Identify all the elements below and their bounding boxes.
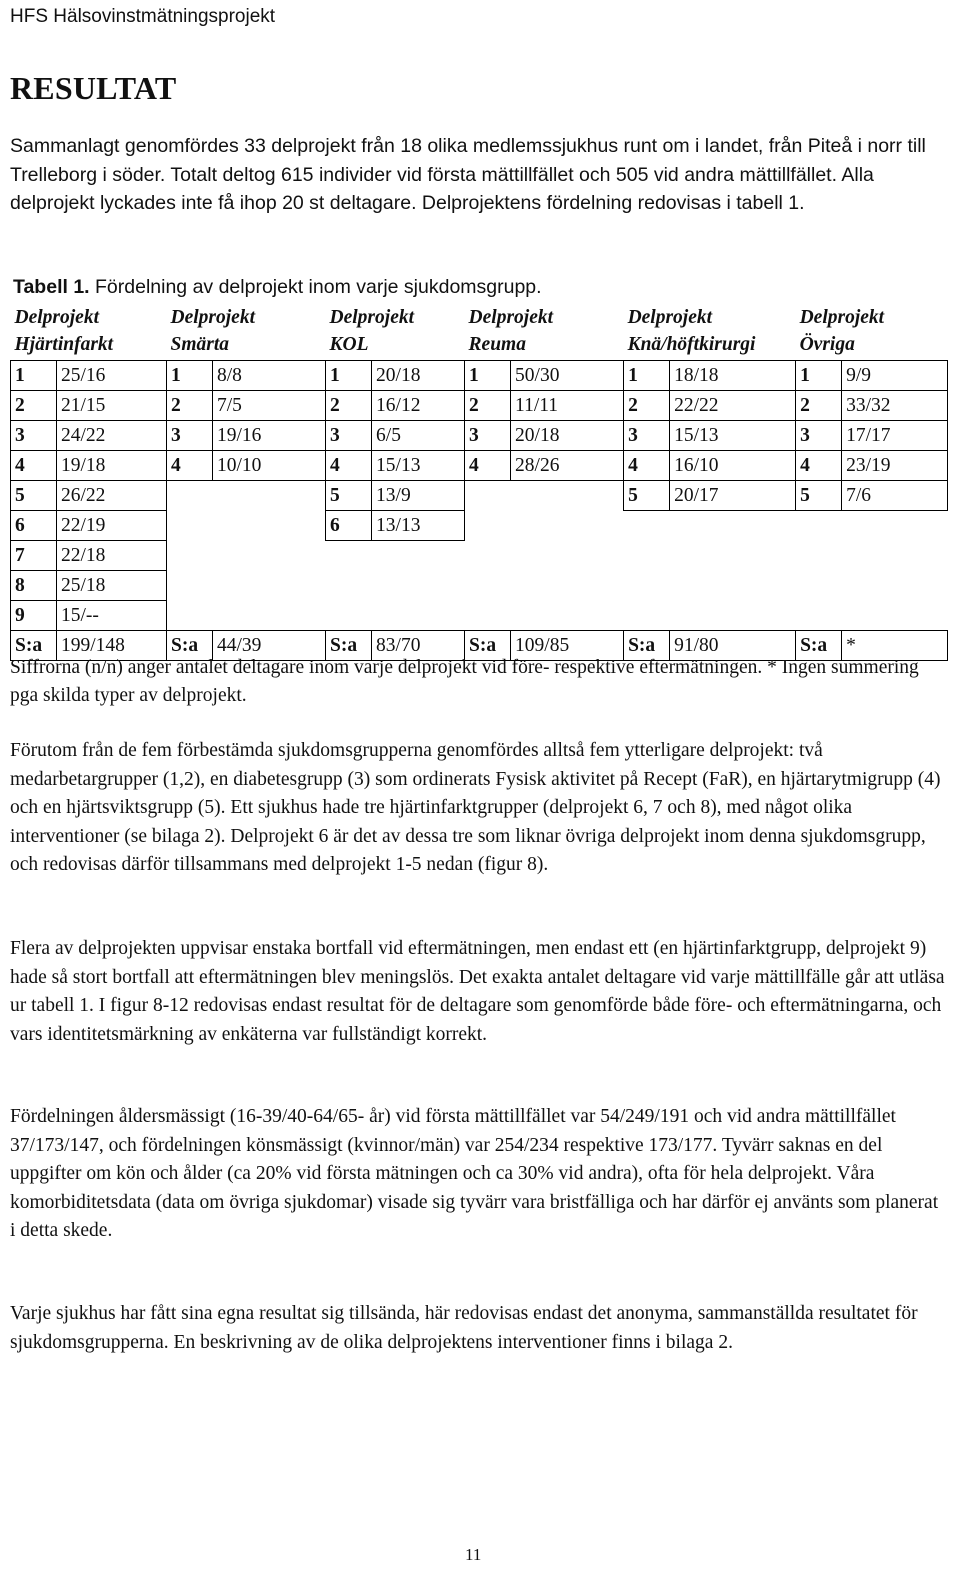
- table-cell-project-number: 3: [167, 421, 213, 451]
- table-cell-project-number: [167, 511, 213, 541]
- table-cell-participants: 10/10: [213, 451, 326, 481]
- table-cell-project-number: 6: [11, 511, 57, 541]
- table-cell-project-number: 1: [11, 361, 57, 391]
- table-cell-project-number: 3: [11, 421, 57, 451]
- table-cell-participants: 26/22: [57, 481, 167, 511]
- table-cell-participants: [842, 511, 948, 541]
- table-cell-participants: 13/9: [372, 481, 465, 511]
- paragraph-extra-projects: Förutom från de fem förbestämda sjukdomsgrupperna genomfördes alltså fem ytterligare delprojekt: två medarbetargrupper (1,2), en diabetesgrupp (3) som ordinerats Fysisk aktivitet på Recept (FaR), en hjärtarytmigrupp (4) och en hjärtsviktsgrupp (5). Ett sjukhus hade tre hjärtinfarktgrupper (delprojekt 6, 7 och 8), med något olika interventioner (se bilaga 2). Delprojekt 6 är det av dessa tre som liknar övriga delprojekt inom denna sjukdomsgrupp, och redovisas därför tillsammans med delprojekt 1-5 nedan (figur 8).: [10, 740, 941, 875]
- table-cell-participants: [670, 601, 796, 631]
- table-cell-participants: 15/13: [372, 451, 465, 481]
- table-cell-project-number: 8: [11, 571, 57, 601]
- table-cell-participants: [842, 601, 948, 631]
- column-header: [11, 303, 167, 361]
- table-cell-project-number: 4: [326, 451, 372, 481]
- table-row: [11, 451, 948, 481]
- table-cell-project-number: 1: [796, 361, 842, 391]
- table-row: [11, 421, 948, 451]
- table-cell-project-number: 1: [465, 361, 511, 391]
- table-cell-participants: [670, 571, 796, 601]
- table-cell-participants: [511, 511, 624, 541]
- table-caption: [13, 276, 542, 299]
- table-cell-participants: 33/32: [842, 391, 948, 421]
- table-cell-participants: 8/8: [213, 361, 326, 391]
- running-header: HFS Hälsovinstmätningsprojekt: [10, 6, 276, 27]
- table-cell-participants: 7/6: [842, 481, 948, 511]
- table-row: [11, 391, 948, 421]
- page-number: 11: [465, 1545, 482, 1564]
- table-cell-project-number: 4: [624, 451, 670, 481]
- table-cell-participants: [511, 541, 624, 571]
- table-cell-participants: 15/13: [670, 421, 796, 451]
- table-cell-participants: 25/16: [57, 361, 167, 391]
- table-cell-participants: 17/17: [842, 421, 948, 451]
- paragraph-dropout: Flera av delprojekten uppvisar enstaka bortfall vid eftermätningen, men endast ett (en hjärtinfarktgrupp, delprojekt 9) hade så stort bortfall att eftermätningen blev meningslös. Det exakta antalet deltagare vid varje mättillfälle går att utläsa ur tabell 1. I figur 8-12 redovisas endast resultat för de deltagare som genomförde både före- och eftermätningarna, och vars identitetsmärkning av enkäterna var fullständigt korrekt.: [10, 938, 945, 1045]
- column-header: [326, 303, 465, 361]
- table-cell-participants: [213, 481, 326, 511]
- column-header-line1: Delprojekt: [170, 307, 255, 328]
- table-cell-project-number: 4: [465, 451, 511, 481]
- table-cell-project-number: [465, 481, 511, 511]
- table-cell-participants: 91/80: [670, 631, 796, 661]
- table-cell-participants: [842, 541, 948, 571]
- table-cell-project-number: [624, 541, 670, 571]
- table-cell-project-number: [167, 571, 213, 601]
- table-cell-project-number: 2: [624, 391, 670, 421]
- table-cell-project-number: 1: [624, 361, 670, 391]
- table-cell-participants: 22/18: [57, 541, 167, 571]
- table-cell-project-number: 3: [796, 421, 842, 451]
- table-cell-project-number: [624, 571, 670, 601]
- table-cell-participants: 16/12: [372, 391, 465, 421]
- column-header-line2: Knä/höftkirurgi: [627, 334, 756, 355]
- table-cell-participants: 23/19: [842, 451, 948, 481]
- table-cell-project-number: [624, 601, 670, 631]
- table-cell-project-number: [796, 511, 842, 541]
- column-header-line1: Delprojekt: [329, 307, 415, 328]
- table-cell-participants: [213, 571, 326, 601]
- intro-paragraph: Sammanlagt genomfördes 33 delprojekt från 18 olika medlemssjukhus runt om i landet, från Piteå i norr till Trelleborg i söder. Totalt deltog 615 individer vid första mättillfället och 505 vid andra mättillfället. Alla delprojekt lyckades inte få ihop 20 st deltagare. Delprojektens fördelning redovisas i tabell 1.: [10, 135, 926, 214]
- column-header-line2: Hjärtinfarkt: [14, 334, 114, 355]
- table-cell-participants: 19/16: [213, 421, 326, 451]
- table-cell-participants: 18/18: [670, 361, 796, 391]
- table-cell-participants: 20/17: [670, 481, 796, 511]
- table-row: [11, 481, 948, 511]
- table-cell-project-number: [326, 601, 372, 631]
- table-cell-participants: 15/--: [57, 601, 167, 631]
- table-cell-participants: 50/30: [511, 361, 624, 391]
- table-cell-project-number: S:a: [11, 631, 57, 661]
- table-row: [11, 571, 948, 601]
- table-cell-participants: [213, 511, 326, 541]
- table-cell-participants: [372, 571, 465, 601]
- table-cell-project-number: 5: [796, 481, 842, 511]
- column-header-line1: Delprojekt: [799, 307, 885, 328]
- table-cell-participants: [213, 541, 326, 571]
- table-cell-participants: 7/5: [213, 391, 326, 421]
- table-cell-project-number: 6: [326, 511, 372, 541]
- table-cell-project-number: S:a: [796, 631, 842, 661]
- table-cell-project-number: 3: [326, 421, 372, 451]
- paragraph-hospital-results: Varje sjukhus har fått sina egna resultat sig tillsända, här redovisas endast det anonyma, sammanställda resultatet för sjukdomsgrupperna. En beskrivning av de olika delprojektens interventioner finns i bilaga 2.: [10, 1303, 918, 1353]
- column-header: [465, 303, 624, 361]
- table-cell-project-number: [796, 541, 842, 571]
- table-cell-participants: 16/10: [670, 451, 796, 481]
- table-cell-participants: [670, 511, 796, 541]
- table-cell-participants: 9/9: [842, 361, 948, 391]
- table-cell-participants: 21/15: [57, 391, 167, 421]
- table-cell-project-number: 1: [167, 361, 213, 391]
- table-cell-project-number: [167, 601, 213, 631]
- table-cell-project-number: 5: [11, 481, 57, 511]
- table-cell-participants: [842, 571, 948, 601]
- table-cell-project-number: S:a: [167, 631, 213, 661]
- table-cell-participants: 19/18: [57, 451, 167, 481]
- table-cell-project-number: 5: [326, 481, 372, 511]
- table-cell-participants: 44/39: [213, 631, 326, 661]
- table-caption-text: Fördelning av delprojekt inom varje sjukdomsgrupp.: [95, 276, 542, 298]
- table-cell-project-number: 1: [326, 361, 372, 391]
- table-cell-project-number: 2: [167, 391, 213, 421]
- table-cell-project-number: 3: [624, 421, 670, 451]
- table-caption-label: Tabell 1.: [13, 276, 90, 298]
- table-cell-project-number: S:a: [465, 631, 511, 661]
- table-cell-project-number: 3: [465, 421, 511, 451]
- table-cell-project-number: [465, 511, 511, 541]
- table-cell-participants: 11/11: [511, 391, 624, 421]
- table-cell-project-number: S:a: [326, 631, 372, 661]
- table-cell-participants: 25/18: [57, 571, 167, 601]
- table-cell-participants: [213, 601, 326, 631]
- table-row: [11, 601, 948, 631]
- column-header-line2: Övriga: [799, 334, 855, 355]
- column-header: [624, 303, 796, 361]
- table-cell-project-number: [796, 571, 842, 601]
- table-cell-participants: 28/26: [511, 451, 624, 481]
- table-cell-participants: [511, 571, 624, 601]
- table-note: Siffrorna (n/n) anger antalet deltagare inom varje delprojekt vid före- respektive eftermätningen. * Ingen summering pga skilda typer av delprojekt.: [10, 657, 919, 706]
- table-cell-participants: 24/22: [57, 421, 167, 451]
- table-cell-project-number: [326, 541, 372, 571]
- table-cell-participants: [372, 541, 465, 571]
- table-cell-participants: [511, 481, 624, 511]
- table-cell-project-number: [465, 571, 511, 601]
- distribution-table: [10, 303, 948, 661]
- table-row: [11, 541, 948, 571]
- table-cell-participants: *: [842, 631, 948, 661]
- table-cell-project-number: 4: [167, 451, 213, 481]
- column-header-line1: Delprojekt: [627, 307, 713, 328]
- table-cell-project-number: [167, 481, 213, 511]
- table-cell-project-number: 9: [11, 601, 57, 631]
- column-header-line2: Reuma: [468, 334, 526, 355]
- table-cell-participants: [511, 601, 624, 631]
- column-header-line1: Delprojekt: [468, 307, 554, 328]
- table-cell-participants: 20/18: [372, 361, 465, 391]
- table-cell-project-number: 2: [465, 391, 511, 421]
- table-row: [11, 511, 948, 541]
- table-cell-project-number: [624, 511, 670, 541]
- table-row: [11, 361, 948, 391]
- table-cell-project-number: 4: [11, 451, 57, 481]
- paragraph-demographics: Fördelningen åldersmässigt (16-39/40-64/65- år) vid första mättillfället var 54/249/191 och vid andra mättillfället 37/173/147, och fördelningen könsmässigt (kvinnor/män) var 254/234 respektive 173/177. Tyvärr saknas en del uppgifter om kön och ålder (ca 20% vid första mätningen och ca 30% vid andra), ofta för hela delprojekt. Våra komorbiditetsdata (data om övriga sjukdomar) visade sig tyvärr vara bristfälliga och har därför ej använts som planerat i detta skede.: [10, 1106, 939, 1241]
- table-cell-participants: 199/148: [57, 631, 167, 661]
- table-cell-participants: 13/13: [372, 511, 465, 541]
- table-cell-project-number: 2: [796, 391, 842, 421]
- table-cell-participants: 6/5: [372, 421, 465, 451]
- table-cell-project-number: 2: [11, 391, 57, 421]
- table-cell-participants: 22/22: [670, 391, 796, 421]
- table-cell-participants: [670, 541, 796, 571]
- table-cell-project-number: 5: [624, 481, 670, 511]
- table-cell-participants: 20/18: [511, 421, 624, 451]
- table-cell-project-number: [167, 541, 213, 571]
- table-cell-participants: 109/85: [511, 631, 624, 661]
- table-cell-project-number: [465, 541, 511, 571]
- table-header-row: [11, 303, 948, 361]
- table-cell-project-number: 7: [11, 541, 57, 571]
- table-cell-project-number: [465, 601, 511, 631]
- table-cell-project-number: [326, 571, 372, 601]
- column-header-line2: KOL: [329, 334, 369, 355]
- table-cell-project-number: 2: [326, 391, 372, 421]
- table-cell-participants: 22/19: [57, 511, 167, 541]
- table-cell-project-number: S:a: [624, 631, 670, 661]
- column-header: [167, 303, 326, 361]
- table-cell-participants: 83/70: [372, 631, 465, 661]
- column-header-line2: Smärta: [170, 334, 230, 355]
- column-header: [796, 303, 948, 361]
- table-cell-project-number: [796, 601, 842, 631]
- table-cell-project-number: 4: [796, 451, 842, 481]
- table-cell-participants: [372, 601, 465, 631]
- section-heading: RESULTAT: [10, 70, 177, 106]
- column-header-line1: Delprojekt: [14, 307, 99, 328]
